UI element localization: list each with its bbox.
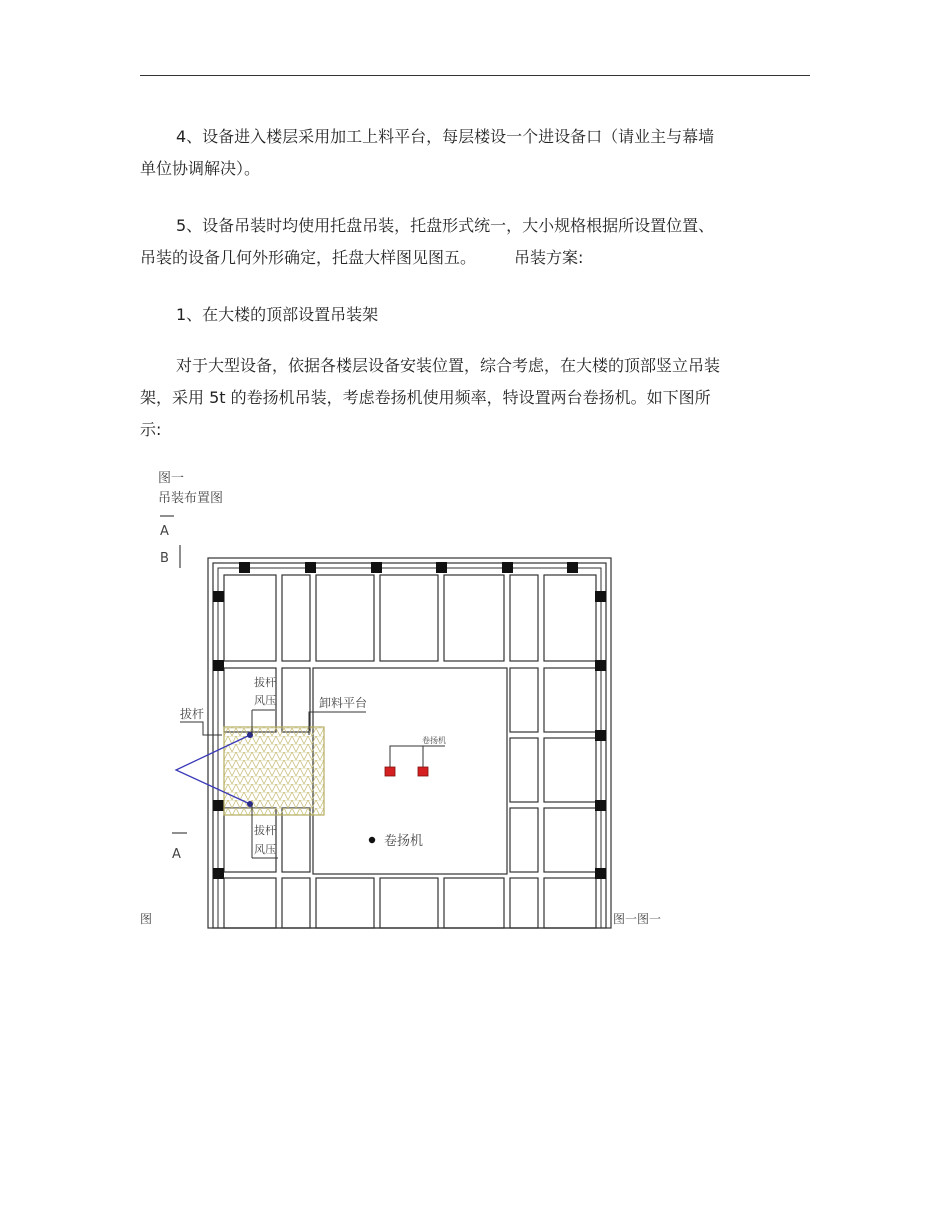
figure-caption-title: 吊装布置图 [158,491,224,506]
leader-line [180,722,222,735]
label-left-bottom: 图 [140,912,153,926]
label-lajian-left: 拔杆 [180,707,205,721]
figure-caption-number: 图一 [158,471,185,486]
leader-line [390,746,445,768]
para-line: 1、在大楼的顶部设置吊装架 [176,305,379,324]
hoist-2 [418,767,428,776]
para-line: 示: [140,420,162,439]
para-line: 对于大型设备，依据各楼层设备安装位置，综合考虑，在大楼的顶部竖立吊装 [176,356,721,375]
para-line: 吊装的设备几何外形确定，托盘大样图见图五。 [140,248,477,267]
para-line: 4、设备进入楼层采用加工上料平台，每层楼设一个进设备口（请业主与幕墙 [176,127,715,146]
para-line: 单位协调解决）。 [140,159,261,178]
label-winch: 卷扬机 [384,834,424,849]
section-label-a-bottom: A [172,847,181,862]
section-heading-hoisting-plan: 吊装方案: [514,248,584,267]
section-label-a-top: A [160,524,169,539]
label-fengya-top: 风压 [254,694,276,707]
label-right-bottom: 图一图一 [613,912,662,926]
para-line: 5、设备吊装时均使用托盘吊装，托盘形式统一，大小规格根据所设置位置、 [176,216,715,235]
para-line: 架，采用 5t 的卷扬机吊装，考虑卷扬机使用频率，特设置两台卷扬机。如下图所 [140,388,711,407]
label-lajian-bottom: 拔杆 [254,824,276,837]
winch-point [369,837,375,843]
label-lajian-top: 拔杆 [254,676,276,689]
hoist-1 [385,767,395,776]
label-fengya-bottom: 风压 [254,843,276,856]
label-hoist: 卷扬机 [422,736,446,745]
label-loading-platform: 卸料平台 [319,696,368,710]
section-label-b: B [160,551,169,566]
